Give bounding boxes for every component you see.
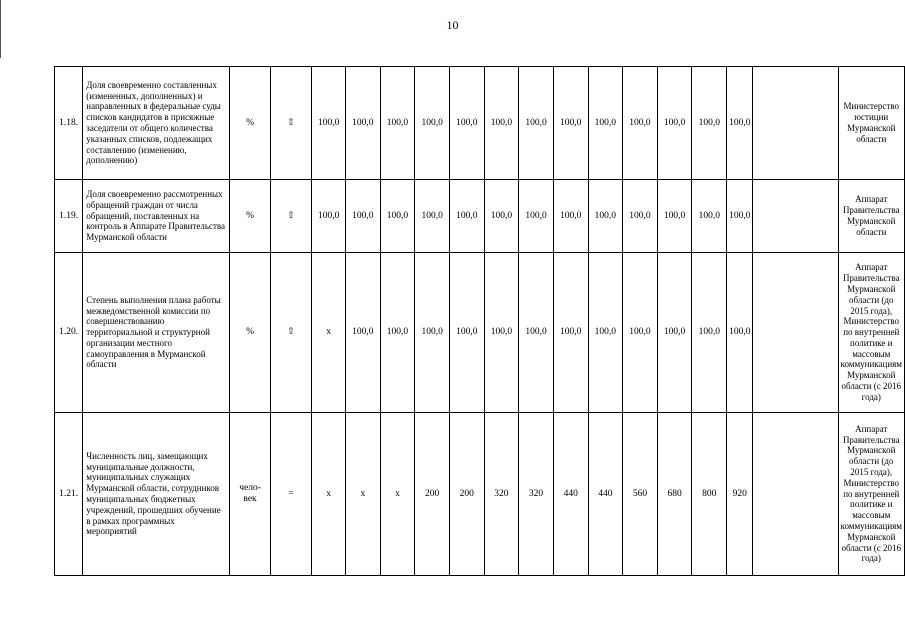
trend-direction-cell: ⇧ [270,67,311,180]
value-cell: 320 [519,413,554,576]
value-cell: 100,0 [623,253,658,413]
trend-direction-cell: ⇧ [270,180,311,253]
table-row [55,67,905,180]
value-cell: 100,0 [484,180,519,253]
value-cell: 200 [415,413,450,576]
value-cell: 100,0 [484,67,519,180]
value-cell: 680 [657,413,692,576]
value-cell: 100,0 [727,180,753,253]
indicator-name-cell: Степень выполнения плана работы межведомственной комиссии по совершенствованию территориальной и структурной организации местного самоуправления в Мурманской области [83,253,230,413]
value-cell: х [312,413,346,576]
value-cell: 100,0 [588,253,623,413]
indicators-table [54,66,905,576]
empty-cell [753,413,838,576]
trend-direction-cell: ⇧ [270,253,311,413]
value-cell: 100,0 [484,253,519,413]
unit-cell: чело- век [230,413,271,576]
value-cell: х [312,253,346,413]
value-cell: 100,0 [346,253,381,413]
value-cell: 100,0 [380,67,415,180]
value-cell: 100,0 [553,180,588,253]
value-cell: 100,0 [449,253,484,413]
indicator-name-cell: Доля своевременно составленных (измененных, дополненных) и направленных в федеральные суды списков кандидатов в присяжные заседатели от общего количества указанных списков, подлежащих составлению (изменению, дополнению) [83,67,230,180]
empty-cell [753,67,838,180]
page-number: 10 [446,18,459,32]
value-cell: 100,0 [727,67,753,180]
table-row [55,253,905,413]
value-cell: 800 [692,413,727,576]
value-cell: 440 [588,413,623,576]
row-number-cell: 1.18. [55,67,83,180]
value-cell: 100,0 [519,253,554,413]
value-cell: 100,0 [657,253,692,413]
unit-cell: % [230,253,271,413]
value-cell: 320 [484,413,519,576]
value-cell: 100,0 [519,180,554,253]
responsible-cell: Аппарат Правительства Мурманской области (до 2015 года), Министерство по внутренней политике и массовым коммуникациям Мурманской области (с 2016 года) [838,413,904,576]
value-cell: 200 [449,413,484,576]
value-cell: 100,0 [346,180,381,253]
value-cell: 100,0 [346,67,381,180]
value-cell: 100,0 [449,67,484,180]
value-cell: 100,0 [553,67,588,180]
value-cell: 100,0 [553,253,588,413]
value-cell: 100,0 [312,180,346,253]
row-number-cell: 1.20. [55,253,83,413]
value-cell: 100,0 [415,67,450,180]
value-cell: 100,0 [449,180,484,253]
value-cell: 440 [553,413,588,576]
value-cell: 920 [727,413,753,576]
empty-cell [753,253,838,413]
empty-cell [753,180,838,253]
value-cell: х [380,413,415,576]
value-cell: 100,0 [588,180,623,253]
value-cell: 100,0 [380,180,415,253]
responsible-cell: Аппарат Правительства Мурманской области (до 2015 года), Министерство по внутренней политике и массовым коммуникациям Мурманской области (с 2016 года) [838,253,904,413]
value-cell: 100,0 [657,67,692,180]
row-number-cell: 1.21. [55,413,83,576]
table-row [55,180,905,253]
value-cell: 100,0 [692,67,727,180]
row-number-cell: 1.19. [55,180,83,253]
responsible-cell: Министерство юстиции Мурманской области [838,67,904,180]
value-cell: 100,0 [380,253,415,413]
responsible-cell: Аппарат Правительства Мурманской области [838,180,904,253]
table-row [55,413,905,576]
trend-direction-cell: = [270,413,311,576]
value-cell: 100,0 [623,180,658,253]
value-cell: 100,0 [415,253,450,413]
value-cell: 100,0 [519,67,554,180]
value-cell: 100,0 [692,180,727,253]
value-cell: 100,0 [692,253,727,413]
value-cell: 100,0 [727,253,753,413]
value-cell: 100,0 [588,67,623,180]
unit-cell: % [230,180,271,253]
value-cell: 100,0 [415,180,450,253]
value-cell: 560 [623,413,658,576]
unit-cell: % [230,67,271,180]
indicator-name-cell: Численность лиц, замещающих муниципальные должности, муниципальных служащих Мурманской области, сотрудников муниципальных бюджетных учреждений, прошедших обучение в рамках программных мероприятий [83,413,230,576]
value-cell: х [346,413,381,576]
value-cell: 100,0 [623,67,658,180]
indicator-name-cell: Доля своевременно рассмотренных обращений граждан от числа обращений, поставленных на контроль в Аппарате Правительства Мурманской области [83,180,230,253]
value-cell: 100,0 [657,180,692,253]
value-cell: 100,0 [312,67,346,180]
